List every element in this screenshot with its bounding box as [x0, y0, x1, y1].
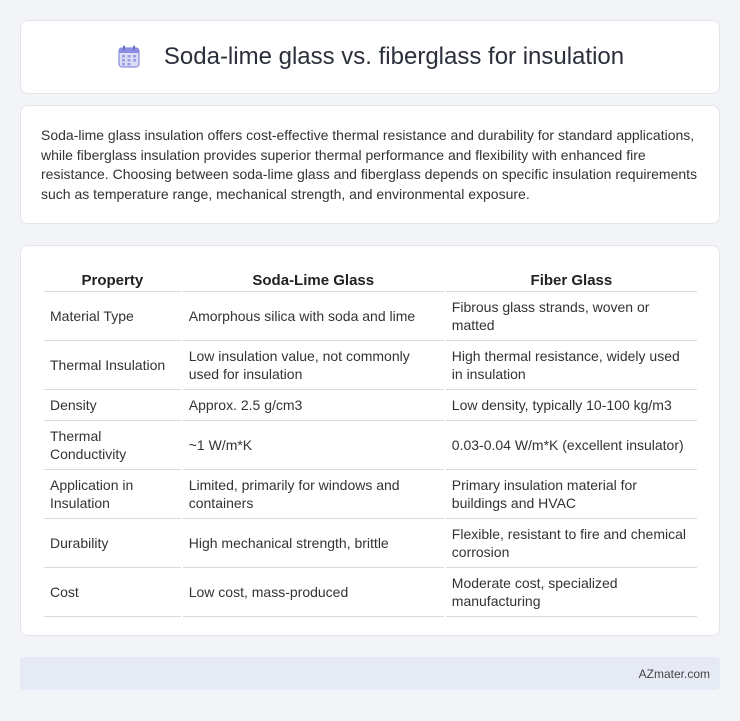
fiber-glass-cell: Flexible, resistant to fire and chemical corrosion	[446, 519, 697, 568]
soda-lime-cell: High mechanical strength, brittle	[183, 519, 444, 568]
table-row	[44, 292, 697, 341]
fiber-glass-cell: 0.03-0.04 W/m*K (excellent insulator)	[446, 421, 697, 470]
table-row	[44, 341, 697, 390]
property-cell: Material Type	[44, 292, 181, 341]
property-cell: Density	[44, 390, 181, 421]
header-property: Property	[44, 266, 181, 292]
soda-lime-cell: Approx. 2.5 g/cm3	[183, 390, 444, 421]
table-header-row	[44, 266, 697, 292]
fiber-glass-cell: Low density, typically 10-100 kg/m3	[446, 390, 697, 421]
table-row	[44, 421, 697, 470]
calendar-icon	[116, 44, 142, 70]
property-cell: Cost	[44, 568, 181, 617]
soda-lime-cell: ~1 W/m*K	[183, 421, 444, 470]
soda-lime-cell: Limited, primarily for windows and containers	[183, 470, 444, 519]
fiber-glass-cell: High thermal resistance, widely used in insulation	[446, 341, 697, 390]
soda-lime-cell: Amorphous silica with soda and lime	[183, 292, 444, 341]
comparison-table	[42, 266, 699, 617]
property-cell: Application in Insulation	[44, 470, 181, 519]
header-fiber-glass: Fiber Glass	[446, 266, 697, 292]
table-row	[44, 390, 697, 421]
fiber-glass-cell: Moderate cost, specialized manufacturing	[446, 568, 697, 617]
footer-brand[interactable]: AZmater.com	[638, 666, 710, 681]
summary-text: Soda-lime glass insulation offers cost-effective thermal resistance and durability for standard applications, while fiberglass insulation provides superior thermal performance and flexibility with enhanced fire resistance. Choosing between soda-lime glass and fiberglass depends on specific insulation requirements such as temperature range, mechanical strength, and environmental exposure.	[41, 127, 698, 202]
property-cell: Durability	[44, 519, 181, 568]
title-card	[20, 20, 720, 94]
property-cell: Thermal Insulation	[44, 341, 181, 390]
footer-bar	[20, 657, 720, 690]
summary-card	[20, 105, 720, 224]
soda-lime-cell: Low insulation value, not commonly used for insulation	[183, 341, 444, 390]
page-title: Soda-lime glass vs. fiberglass for insulation	[163, 43, 625, 70]
property-cell: Thermal Conductivity	[44, 421, 181, 470]
table-row	[44, 470, 697, 519]
comparison-table-card	[20, 245, 720, 636]
table-row	[44, 519, 697, 568]
header-soda-lime-glass: Soda-Lime Glass	[183, 266, 444, 292]
soda-lime-cell: Low cost, mass-produced	[183, 568, 444, 617]
fiber-glass-cell: Fibrous glass strands, woven or matted	[446, 292, 697, 341]
fiber-glass-cell: Primary insulation material for buildings and HVAC	[446, 470, 697, 519]
table-row	[44, 568, 697, 617]
